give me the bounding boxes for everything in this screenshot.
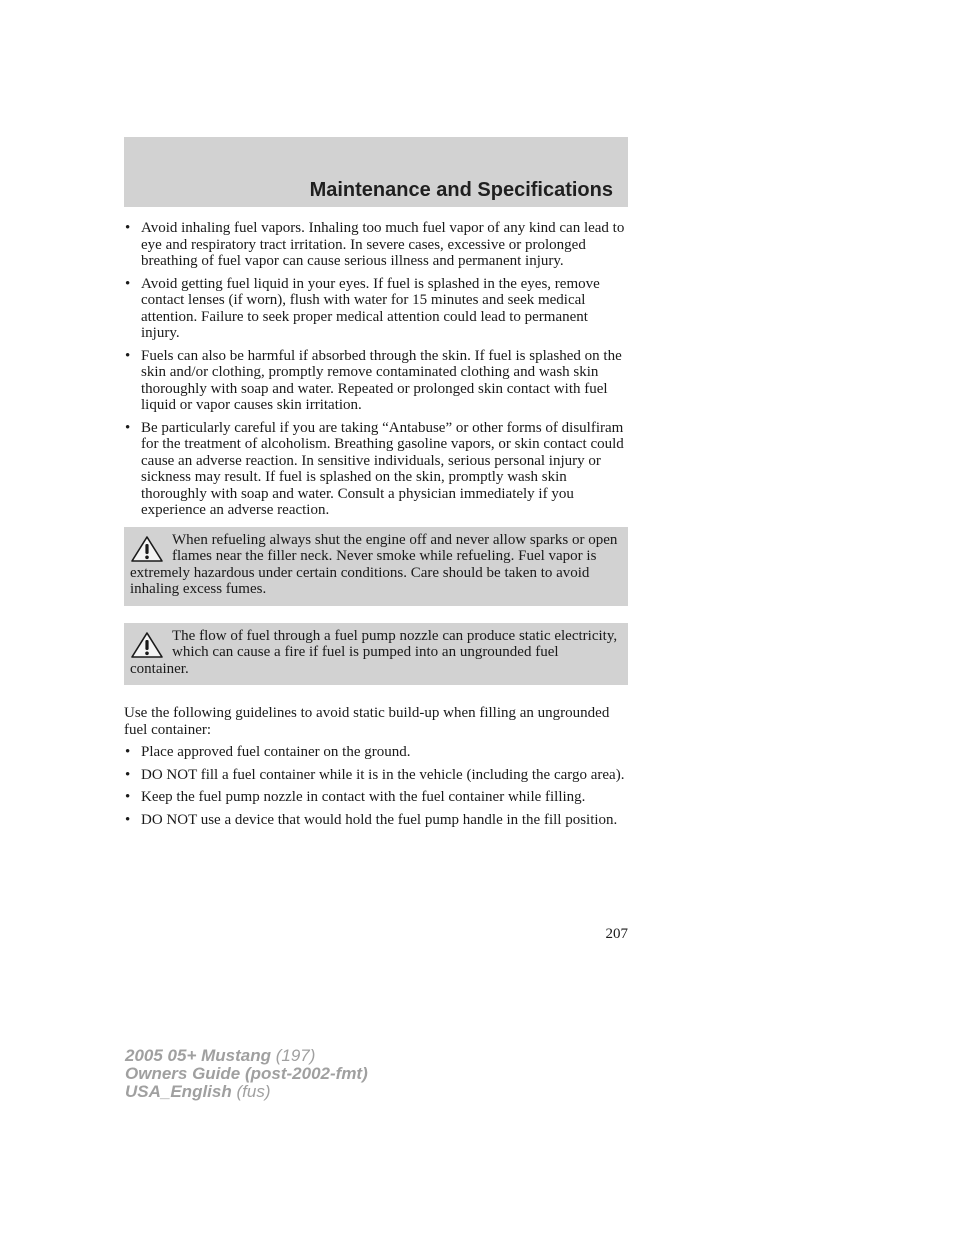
footer-line-3 <box>125 1083 368 1101</box>
bullet-glyph: • <box>125 766 131 783</box>
bullet-glyph: • <box>125 744 131 760</box>
list-item-text: Fuels can also be harmful if absorbed through the skin. If fuel is splashed on the skin and/or clothing, promptly remove contaminated clothing and wash skin thoroughly with soap and water. Repeated or prolonged skin contact with fuel liquid or vapor causes skin irritation. <box>141 347 622 413</box>
warning-box-refueling <box>124 527 628 606</box>
warning-triangle-icon <box>130 631 164 659</box>
list-item-text: Place approved fuel container on the ground. <box>141 744 411 760</box>
warning-triangle-icon <box>130 535 164 563</box>
list-item <box>124 420 628 519</box>
list-item <box>124 348 628 414</box>
list-item-text: Keep the fuel pump nozzle in contact with the fuel container while filling. <box>141 789 586 805</box>
list-item-text: Avoid inhaling fuel vapors. Inhaling too much fuel vapor of any kind can lead to eye and respiratory tract irritation. In severe cases, excessive or prolonged breathing of fuel vapor can cause serious illness and permanent injury. <box>141 220 625 269</box>
footer-line-2 <box>125 1065 368 1083</box>
section-header-band <box>124 137 628 207</box>
footer-language: USA_English <box>125 1082 232 1101</box>
footer-language-code: (fus) <box>236 1082 271 1101</box>
page-number: 207 <box>605 926 628 942</box>
list-item <box>124 812 628 829</box>
section-title: Maintenance and Specifications <box>309 179 613 201</box>
document-footer <box>125 1047 368 1101</box>
list-item <box>124 276 628 342</box>
footer-line-1 <box>125 1047 368 1065</box>
list-item <box>124 767 628 784</box>
bullet-glyph: • <box>125 419 131 436</box>
warning-text: When refueling always shut the engine off and never allow sparks or open flames near the filler neck. Never smoke while refueling. Fuel vapor is extremely hazardous under certain conditions. Care should be taken to avoid inhaling excess fumes. <box>130 531 618 597</box>
guidelines-intro: Use the following guidelines to avoid static build-up when filling an ungrounded fuel container: <box>124 705 610 738</box>
list-item <box>124 744 628 761</box>
bullet-glyph: • <box>125 811 131 828</box>
footer-model: 2005 05+ Mustang <box>125 1046 271 1065</box>
list-item-text: Avoid getting fuel liquid in your eyes. If fuel is splashed in the eyes, remove contact lenses (if worn), flush with water for 15 minutes and seek medical attention. Failure to seek proper medical attention could lead to permanent injury. <box>141 275 600 341</box>
warning-box-static-electricity <box>124 623 628 686</box>
warning-text: The flow of fuel through a fuel pump nozzle can produce static electricity, which can cause a fire if fuel is pumped into an ungrounded fuel container. <box>130 627 618 677</box>
list-item <box>124 220 628 270</box>
bullet-glyph: • <box>125 789 131 805</box>
list-item <box>124 789 628 806</box>
static-guidelines-list <box>124 744 628 828</box>
list-item-text: DO NOT use a device that would hold the fuel pump handle in the fill position. <box>141 811 618 828</box>
bullet-glyph: • <box>125 220 131 236</box>
bullet-glyph: • <box>125 275 131 292</box>
fuel-safety-list <box>124 220 628 519</box>
page-content <box>124 220 628 834</box>
bullet-glyph: • <box>125 347 131 364</box>
footer-model-code: (197) <box>275 1046 316 1065</box>
footer-guide: Owners Guide (post-2002-fmt) <box>125 1064 368 1083</box>
list-item-text: Be particularly careful if you are taking “Antabuse” or other forms of disulfiram for the treatment of alcoholism. Breathing gasoline vapors, or skin contact could cause an adverse reaction. In sensitive individuals, serious personal injury or sickness may result. If fuel is splashed on the skin, promptly wash skin thoroughly with soap and water. Consult a physician immediately if you experience an adverse reaction. <box>141 419 624 518</box>
list-item-text: DO NOT fill a fuel container while it is in the vehicle (including the cargo area). <box>141 766 625 783</box>
